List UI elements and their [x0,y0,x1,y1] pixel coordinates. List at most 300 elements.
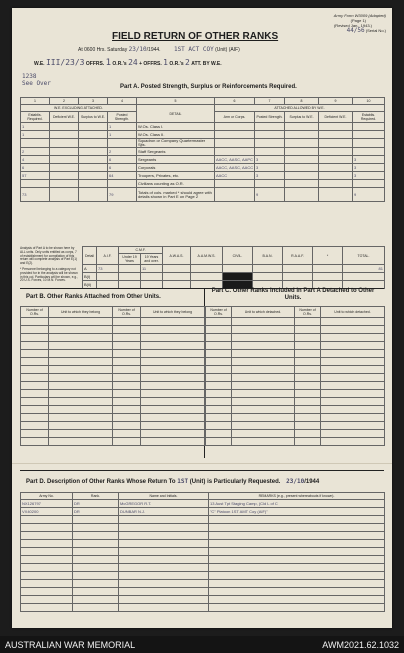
empty-cell [285,123,319,131]
empty-cell [319,123,353,131]
blank-cell [21,350,49,358]
row-value: 1 [108,123,137,131]
empty-cell [319,139,353,148]
empty-cell [50,131,79,139]
row-value: 1 [21,131,50,139]
blank-cell [209,524,385,532]
part-d-head-remarks: REMARKS (e.g., present whereabouts if known). [209,493,385,500]
blank-cell [141,382,205,390]
blank-row [21,374,205,382]
analysis-head-ban: B.A.N. [253,247,283,265]
blank-row [21,358,205,366]
ors2-handwritten: 2 [185,58,190,67]
blank-cell [113,326,141,334]
blank-cell [49,422,113,430]
blank-cell [119,580,209,588]
blank-cell [206,398,232,406]
blank-cell [141,430,205,438]
blank-cell [206,350,232,358]
analysis-head-star: * [313,247,343,265]
blank-cell [295,438,321,446]
blank-cell [21,604,73,612]
blank-cell [113,318,141,326]
blank-cell [21,366,49,374]
blank-cell [295,358,321,366]
empty-cell [319,188,353,202]
blank-cell [321,382,385,390]
blank-row [21,596,385,604]
empty-cell [319,156,353,164]
blank-row [21,556,385,564]
blank-cell [21,430,49,438]
group-attached-header: ATTACHED ALLOWED BY W.E. [215,105,385,112]
blank-row [21,398,205,406]
row-value [108,180,137,188]
blank-cell [206,342,232,350]
part-c-title: Part C. Other Ranks Included in Part A Detached to Other Units. [211,288,375,301]
part-a-rows [21,123,385,202]
analysis-row-label: B(ii) [83,281,97,289]
unit-label: (Unit) [215,47,228,53]
row-value [215,148,255,156]
form-number: Army Form W3009 (Adapted) [333,13,386,18]
blank-cell [321,438,385,446]
row-value: 2 [108,148,137,156]
blank-row [21,382,205,390]
part-c-head-number-2: Number of O.Rs. [295,307,321,318]
row-value [215,139,255,148]
blank-cell [113,390,141,398]
row-detail: Corporals [137,164,215,172]
row-value [21,180,50,188]
col-num-4: 4 [108,98,137,105]
blank-row [21,540,385,548]
part-d-date-handwritten: 23/10 [286,478,305,485]
row-value [353,131,385,139]
blank-cell [49,382,113,390]
blank-cell [206,406,232,414]
analysis-sub-under19: Under 19 Years [119,254,141,265]
blank-cell [21,326,49,334]
row-value [255,139,285,148]
blank-cell [209,556,385,564]
blank-cell [119,604,209,612]
part-b-title: Part B. Other Ranks Attached from Other Units. [26,294,161,300]
row-detail: Totals of cols. marked * should agree with details shown in Part E on Page 2 [137,188,215,202]
blank-cell [141,318,205,326]
row-value: 3 [353,156,385,164]
blank-cell [21,342,49,350]
blank-cell [209,572,385,580]
blank-cell [295,326,321,334]
empty-cell [79,188,108,202]
part-c-head-number: Number of O.Rs. [206,307,232,318]
part-d-row [21,500,385,508]
blank-cell [209,516,385,524]
row-value: 9 [255,188,285,202]
part-a-row [21,164,385,172]
blank-cell [119,532,209,540]
blank-cell [206,438,232,446]
blank-row [21,588,385,596]
col-head-establis: Establis. Required. [21,112,50,123]
analysis-note: Analysis of Part A to be shown here by ALL units. Only units entitled as corps, 7 of establishment for compilation of this return will complete analysis of Part E(1) and E(2). [20,246,78,266]
empty-cell [285,180,319,188]
blank-cell [232,350,295,358]
footer-source: AUSTRALIAN WAR MEMORIAL [5,639,136,650]
blank-cell [295,382,321,390]
blank-row [21,564,385,572]
row-detail: Civilians counting as O.R. [137,180,215,188]
blank-cell [209,532,385,540]
empty-cell [285,172,319,180]
col-head-deficient-att: Deficient W.E. [319,112,353,123]
blank-cell [232,342,295,350]
blank-cell [321,326,385,334]
col-head-posted-att: Posted Strength. [255,112,285,123]
form-number-block [276,13,386,33]
blank-cell [119,572,209,580]
blank-cell [295,422,321,430]
blank-cell [232,398,295,406]
row-value: 6 [108,164,137,172]
blank-row [206,422,385,430]
blank-row [21,524,385,532]
detail-header: DETAIL [137,105,215,123]
blank-cell [73,604,119,612]
col-num-8: 8 [285,98,319,105]
blank-cell [141,326,205,334]
blank-cell [119,588,209,596]
blank-cell [232,318,295,326]
margin-note-2: See Over [22,80,51,87]
blank-row [206,406,385,414]
blank-cell [232,430,295,438]
col-num-2: 2 [50,98,79,105]
analysis-head-civil: CIVIL. [223,247,253,265]
blank-cell [21,414,49,422]
blank-cell [113,342,141,350]
blank-cell [21,406,49,414]
blank-cell [113,382,141,390]
empty-cell [50,123,79,131]
offrs-handwritten: 1 [105,58,112,68]
empty-cell [319,164,353,172]
offrs-label: OFFRS. [85,61,105,67]
part-d-rank: DR [73,508,119,516]
form-page: (Page 1) [350,18,366,23]
blank-cell [232,326,295,334]
row-value [215,131,255,139]
serial-handwritten: 44/56 [346,27,365,34]
blank-cell [113,350,141,358]
blank-row [206,438,385,446]
row-value: 6 [108,156,137,164]
empty-cell [50,180,79,188]
part-c-head-unit: Unit to which detached. [232,307,295,318]
blank-cell [119,516,209,524]
empty-cell [319,180,353,188]
col-num-5: 5 [137,98,215,105]
blank-cell [321,374,385,382]
blank-cell [21,334,49,342]
serial-label: (Serial No.) [365,28,386,33]
blank-cell [141,422,205,430]
part-d-rank: DR [73,500,119,508]
part-b-table [20,306,204,446]
blank-row [21,430,205,438]
blank-cell [113,334,141,342]
blank-cell [73,596,119,604]
analysis-cmf-value: 11 [141,265,163,273]
part-d-name: McGREGOR R.T. [119,500,209,508]
empty-cell [79,180,108,188]
part-c-table [205,306,384,446]
part-d-name: DUNBAR N.J. [119,508,209,516]
att-label: ATT. BY W.E. [191,61,222,67]
blank-cell [206,374,232,382]
blank-cell [209,596,385,604]
part-b-head-unit: Unit to which they belong [49,307,113,318]
empty-cell [79,156,108,164]
blank-row [206,414,385,422]
blank-row [206,374,385,382]
blank-cell [209,540,385,548]
col-num-9: 9 [319,98,353,105]
col-head-arm-corps: Arm or Corps. [215,112,255,123]
blank-cell [209,548,385,556]
blank-cell [73,540,119,548]
row-detail: Troopers, Privates, etc. [137,172,215,180]
blank-cell [119,540,209,548]
analysis-table [82,246,384,289]
blank-cell [232,334,295,342]
we-line: W.E. III/23/3 OFFRS. 1 O.R.'s 24 + OFFRS. 1 O.R.'s 2 ATT. BY W.E. [34,58,222,68]
blank-cell [321,342,385,350]
part-d-row [21,508,385,516]
blank-cell [113,358,141,366]
ors2-label: O.R.'s [169,61,184,67]
blank-cell [21,596,73,604]
blank-cell [49,398,113,406]
blank-cell [21,540,73,548]
blank-cell [21,564,73,572]
return-time-line [78,47,240,53]
empty-cell [319,172,353,180]
blank-cell [21,398,49,406]
col-num-1: 1 [21,98,50,105]
part-d-title: Part D. Description of Other Ranks Whose Return To [26,479,176,485]
empty-cell [285,131,319,139]
col-head-surplus: Surplus to W.E. [79,112,108,123]
blank-cell [232,366,295,374]
part-a-row [21,123,385,131]
blank-cell [232,358,295,366]
blank-cell [232,438,295,446]
part-b-head-number: Number of O.Rs. [21,307,49,318]
blank-cell [141,358,205,366]
row-value: 3 [255,164,285,172]
part-d-head-rank: Rank. [73,493,119,500]
row-value: 3 [255,156,285,164]
blank-row [206,358,385,366]
blank-cell [295,430,321,438]
row-value [353,148,385,156]
analysis-row-bi [83,273,385,281]
blank-cell [206,366,232,374]
blank-row [21,342,205,350]
row-value: 73 [21,188,50,202]
part-d-table [20,492,384,612]
blank-cell [49,374,113,382]
row-value [353,180,385,188]
blank-cell [119,548,209,556]
blank-cell [49,406,113,414]
blank-row [21,422,205,430]
blank-cell [321,390,385,398]
row-value [255,131,285,139]
empty-cell [79,164,108,172]
at-label: At 0600 Hrs. Saturday [78,47,128,53]
blank-cell [232,422,295,430]
row-detail: Sergeants [137,156,215,164]
analysis-row-label: A [83,265,97,273]
analysis-head-raaf: R.A.A.F. [283,247,313,265]
ors-handwritten: 24 [128,58,138,67]
blank-cell [49,366,113,374]
row-value [215,188,255,202]
blank-cell [21,548,73,556]
ors-label: O.R.'s [112,61,127,67]
part-a-row [21,156,385,164]
col-num-7: 7 [255,98,285,105]
blank-cell [21,516,73,524]
blank-cell [321,358,385,366]
col-head-deficient: Deficient W.E. [50,112,79,123]
empty-cell [319,148,353,156]
part-a-row [21,188,385,202]
blank-cell [49,430,113,438]
row-detail: Staff Sergeants [137,148,215,156]
blank-row [21,334,205,342]
row-value: 3 [255,172,285,180]
blank-cell [113,374,141,382]
blank-cell [73,588,119,596]
col-num-10: 10 [353,98,385,105]
blank-row [206,366,385,374]
analysis-notes [20,247,80,283]
blank-cell [206,430,232,438]
blank-cell [209,564,385,572]
group-we-header: W.E. EXCLUDING ATTACHED. [21,105,137,112]
blank-cell [321,334,385,342]
row-value: 79 [108,188,137,202]
blank-cell [232,382,295,390]
blank-cell [206,326,232,334]
blank-row [21,406,205,414]
unit-handwritten: 1ST ACT COY [173,46,214,53]
row-value: 57 [21,172,50,180]
row-value: 1 [108,131,137,139]
blank-cell [49,350,113,358]
analysis-head-cmf: C.M.F. [119,247,163,254]
blank-cell [113,430,141,438]
blank-cell [206,390,232,398]
col-head-establis-att: Establis. Required. [353,112,385,123]
row-value: AACC, AASC, AAPC [216,157,253,162]
col-num-3: 3 [79,98,108,105]
analysis-head-detail: Detail [83,247,97,265]
form-title: FIELD RETURN OF OTHER RANKS [112,31,279,42]
empty-cell [79,172,108,180]
blank-cell [295,342,321,350]
row-value [353,123,385,131]
part-d-remark: 13 Aust Tpt Staging Camp, (Cld L of C [209,500,385,508]
analysis-row-a [83,265,385,273]
empty-cell [285,188,319,202]
blank-cell [73,564,119,572]
blank-row [21,438,205,446]
blank-cell [21,556,73,564]
blank-cell [21,374,49,382]
blank-cell [113,406,141,414]
blank-cell [21,532,73,540]
blank-cell [119,596,209,604]
part-b-head-number-2: Number of O.Rs. [113,307,141,318]
row-value: 9 [353,188,385,202]
row-value: AACC, AASC, AACC [216,165,254,170]
blank-row [21,414,205,422]
empty-cell [285,156,319,164]
blank-cell [321,430,385,438]
blank-cell [49,358,113,366]
blank-row [21,318,205,326]
blank-row [21,548,385,556]
part-a-row [21,180,385,188]
blank-cell [21,572,73,580]
blank-cell [295,374,321,382]
blank-cell [232,374,295,382]
row-value [21,139,50,148]
blank-cell [73,580,119,588]
unit-aif: (AIF) [228,47,240,53]
blank-row [21,604,385,612]
blank-cell [119,524,209,532]
blank-cell [49,414,113,422]
part-d-no: NX126797 [21,500,73,508]
blank-cell [141,438,205,446]
blank-cell [49,390,113,398]
blank-row [206,334,385,342]
blank-cell [321,406,385,414]
empty-cell [50,148,79,156]
empty-cell [50,164,79,172]
date-handwritten: 23/10 [128,46,147,53]
blank-cell [141,398,205,406]
blank-row [206,326,385,334]
analysis-total-value: 81 [343,265,385,273]
blank-cell [209,604,385,612]
blank-cell [21,580,73,588]
blank-cell [21,588,73,596]
part-d-no: VX40200 [21,508,73,516]
footer-accession: AWM2021.62.1032 [322,639,399,650]
blank-row [21,516,385,524]
margin-note-1: 1238 [22,73,37,80]
empty-cell [50,139,79,148]
analysis-aif-value: 73 [97,265,119,273]
row-value: 6 [21,164,50,172]
